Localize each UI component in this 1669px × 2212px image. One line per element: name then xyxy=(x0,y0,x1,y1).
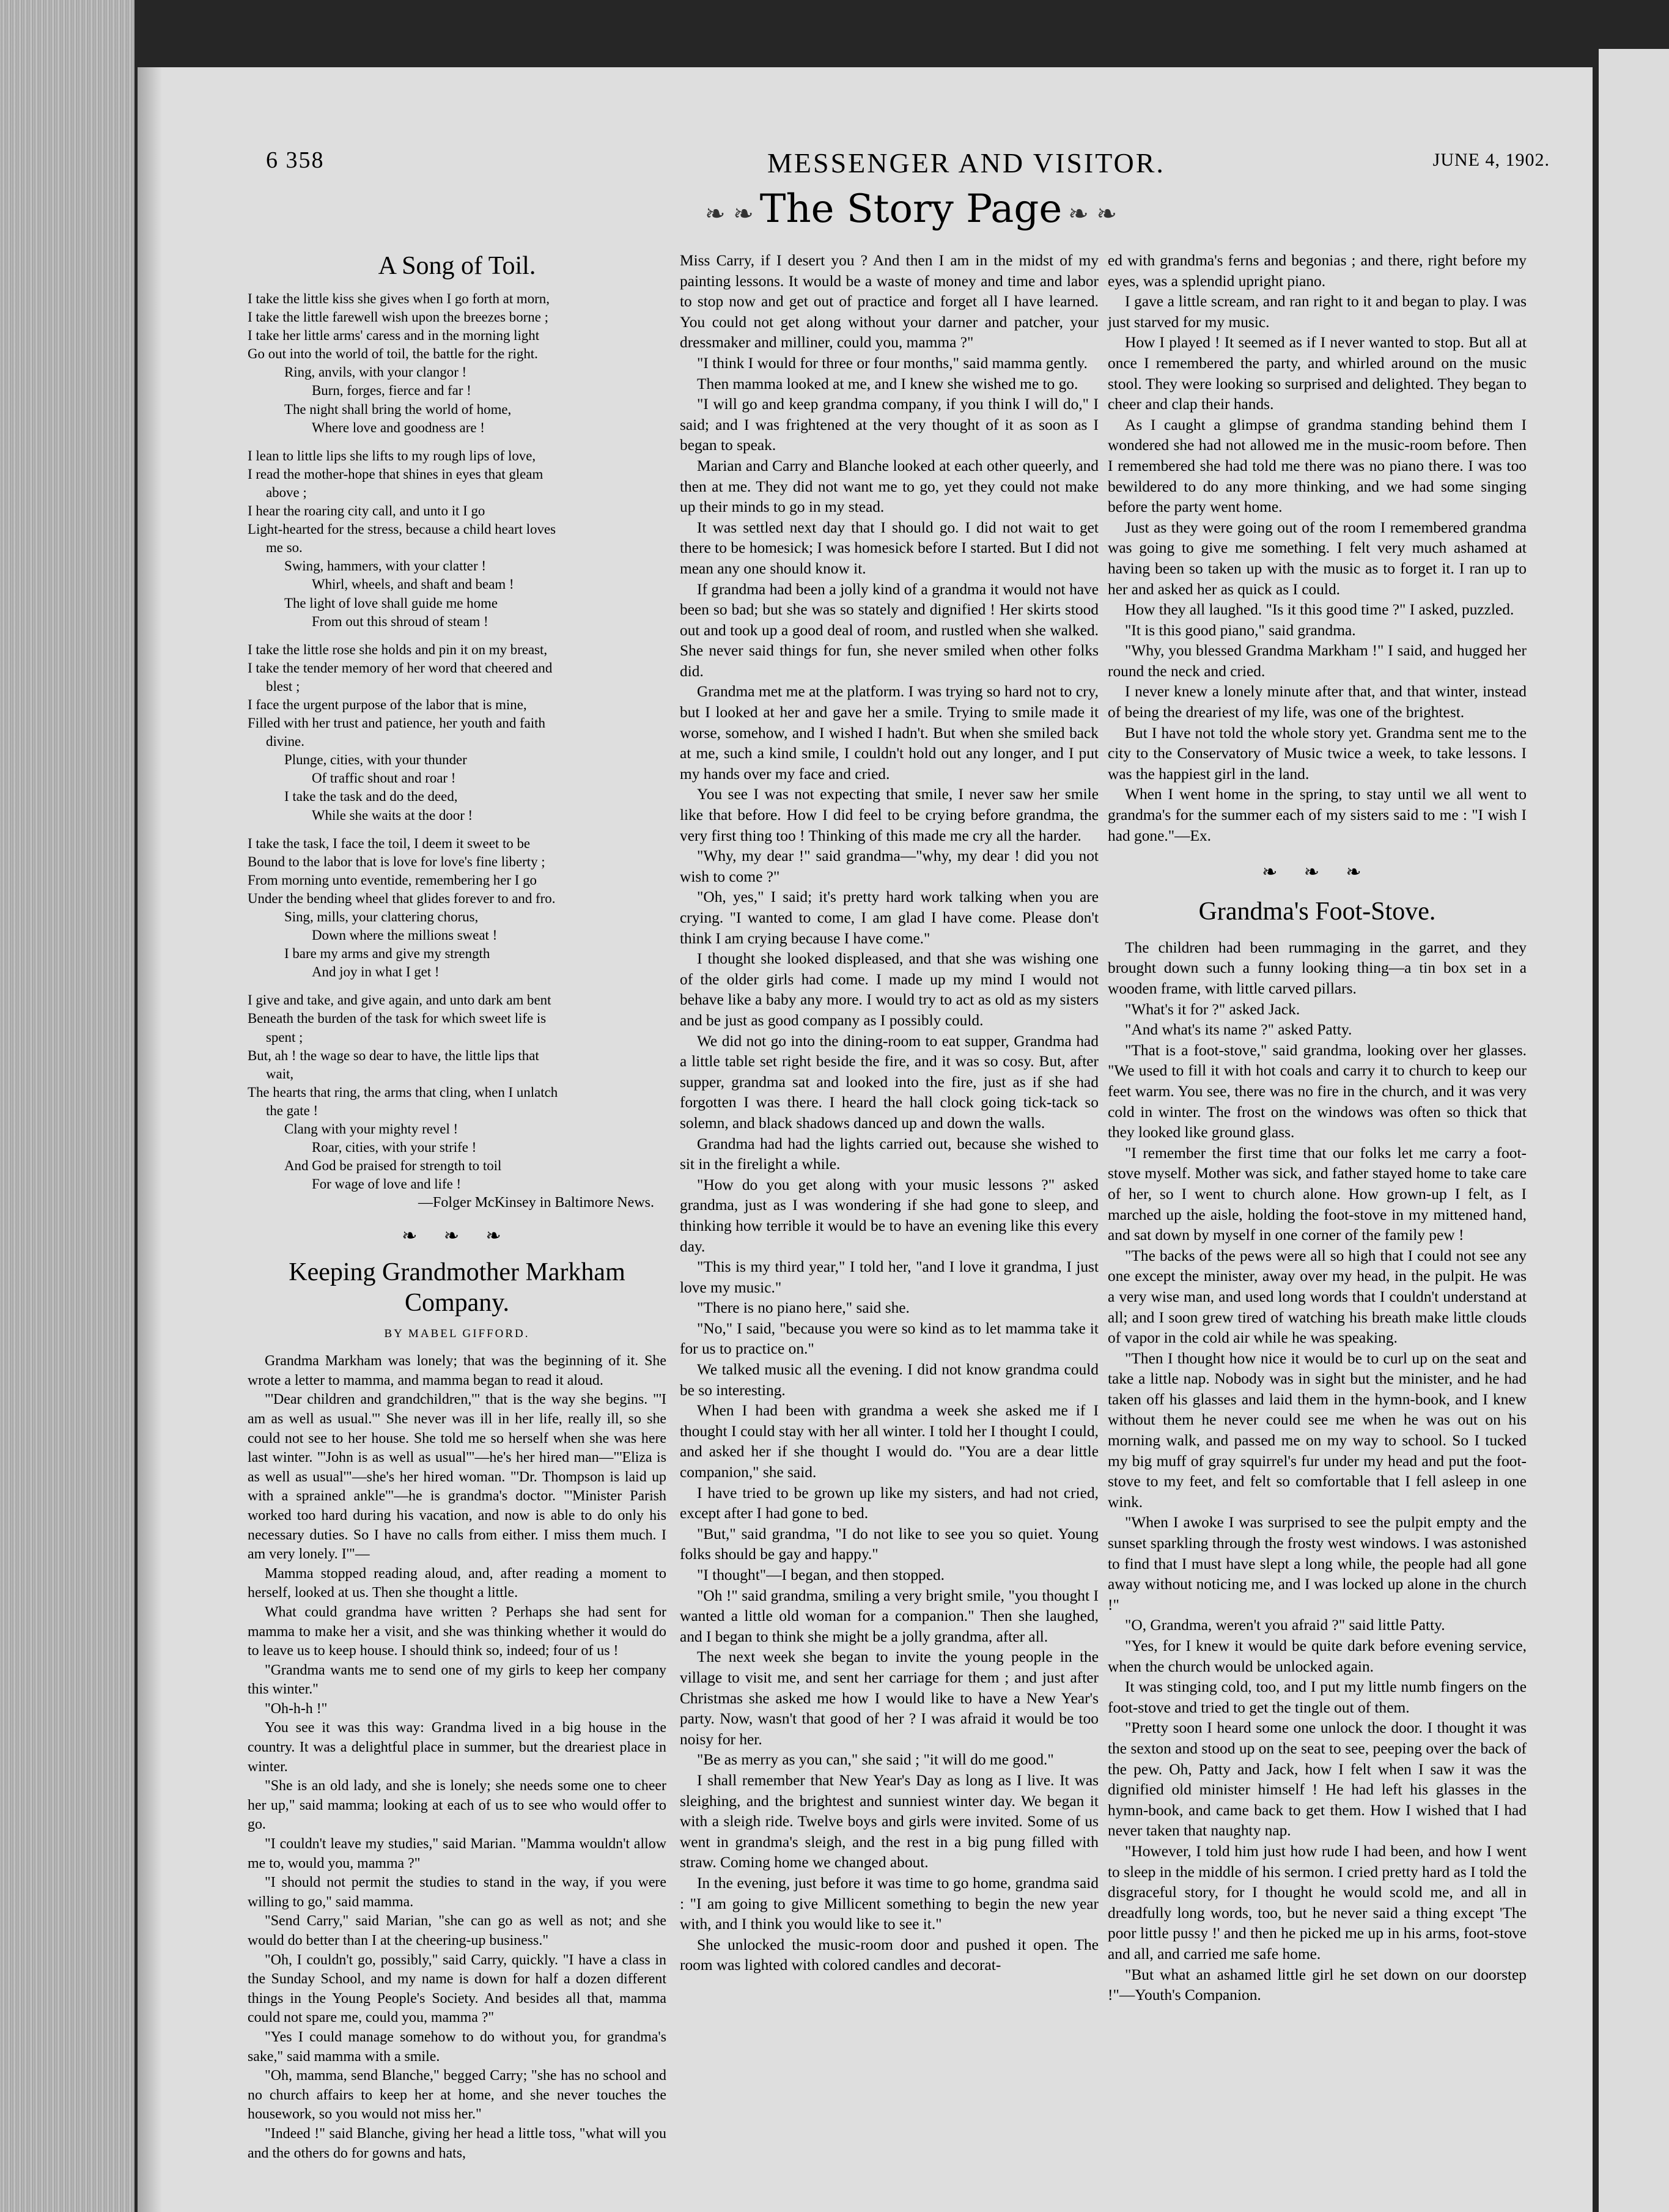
poem-body xyxy=(248,290,666,1193)
story-paragraph: I shall remember that New Year's Day as long as I live. It was sleighing, and the brightest and sunniest winter day. We began it with a sleigh ride. Twelve boys and girls were invited. Some of us went in grandma's sleigh, and the rest in a big pung filled with straw. Coming home we changed about. xyxy=(680,1771,1099,1871)
poem-line: above ; xyxy=(266,484,307,500)
poem-line: Sing, mills, your clattering chorus, xyxy=(284,909,479,924)
story-paragraph: You see I was not expecting that smile, I never saw her smile like that before. How I did feel to be crying before grandma, the very first thing too ! Thinking of this made me cry all the harder. xyxy=(680,786,1099,844)
story-paragraph: "I remember the first time that our folks let me carry a foot-stove myself. Mother was sick, and father stayed home to take care of her, so I went to church alone. How grown-up I felt, as I marched up the aisle, holding the foot-stove in my mittened hand, and sat down by myself in one corner of the family pew ! xyxy=(1108,1144,1527,1244)
story-paragraph: But I have not told the whole story yet. Grandma sent me to the city to the Conservatory of Music twice a week, to take lessons. I was the happiest girl in the land. xyxy=(1108,724,1527,783)
gutter-shadow xyxy=(138,67,162,2212)
story-paragraph: As I caught a glimpse of grandma standing behind them I wondered she had not allowed me in the music-room before. Then I remembered she had told me there was no piano there. I was too bewildered to do any more thinking, and we had some singing before the party went home. xyxy=(1108,416,1527,516)
story-paragraph: "When I awoke I was surprised to see the pulpit empty and the sunset sparkling through the frosty west windows. I was astonished to find that I must have slept a long while, the people had all gone away without noticing me, and I was locked up alone in the church !" xyxy=(1108,1514,1527,1613)
book-page-edges xyxy=(0,0,134,2212)
story-paragraph: The next week she began to invite the young people in the village to visit me, and sent her carriage for them ; and just after Christmas she asked me how I would like to have a New Year's party. Now, wasn't that good of her ? I was afraid it would be too noisy for her. xyxy=(680,1648,1099,1748)
story-paragraph: "This is my third year," I told her, "and I love it grandma, I just love my music." xyxy=(680,1258,1099,1296)
poem-line: Plunge, cities, with your thunder xyxy=(284,752,467,768)
poem-line: wait, xyxy=(266,1066,294,1082)
story-paragraph: I never knew a lonely minute after that, and that winter, instead of being the dreariest of my life, was one of the brightest. xyxy=(1108,683,1527,721)
poem-line: me so. xyxy=(266,540,303,556)
poem-line: I read the mother-hope that shines in eyes that gleam xyxy=(248,466,543,482)
story-paragraph: "Pretty soon I heard some one unlock the door. I thought it was the sexton and stood up on the seat to see, peeping over the back of the pew. Oh, Patty and Jack, how I felt when I saw it was the dignified old minister himself ! He had left his glasses in the hymn-book, and came back to get them. How I wished that I had never taken that naughty nap. xyxy=(1108,1719,1527,1840)
stanza-gap xyxy=(248,631,666,641)
stanza-gap xyxy=(248,437,666,447)
poem-line: Beneath the burden of the task for which sweet life is xyxy=(248,1011,547,1027)
story-paragraph: If grandma had been a jolly kind of a grandma it would not have been so bad; but she was so stately and dignified ! Her skirts stood out and took up a good deal of room, and rustled when she walked. She never said things for fun, she never smiled when other folks did. xyxy=(680,580,1099,680)
story-paragraph: "But," said grandma, "I do not like to see you so quiet. Young folks should be gay and happy." xyxy=(680,1525,1099,1563)
poem-line: I take the tender memory of her word that cheered and xyxy=(248,660,553,676)
story-paragraph: "I will go and keep grandma company, if you think I will do," I said; and I was frightened at the very thought of it as soon as I began to speak. xyxy=(680,396,1099,454)
poem-line: I take the task and do the deed, xyxy=(284,789,458,805)
story-paragraph: "What's it for ?" asked Jack. xyxy=(1125,1000,1300,1018)
page-number: 6 358 xyxy=(266,147,325,173)
poem-line: I take the little rose she holds and pin it on my breast, xyxy=(248,641,548,657)
story-paragraph: "I should not permit the studies to stand in the way, if you were willing to go," said mamma. xyxy=(248,1875,666,1910)
story-paragraph: "But what an ashamed little girl he set down on our doorstep !"—Youth's Companion. xyxy=(1108,1966,1527,2004)
story-title: Keeping Grandmother Markham Company. xyxy=(289,1258,625,1317)
story-paragraph: "'Dear children and grandchildren,'" that is the way she begins. "'I am as well as usual.'" She never was ill in her life, really ill, so she could not see to her house. She told me so herself when she was here last winter. "'John is as well as usual'"—he's her hired man—"'Eliza is as well as usual'"—she's her hired woman. "'Dr. Thompson is laid up with a sprained ankle'"—he is grandma's doctor. "'Minister Parish worked too hard during his vacation, and now is able to do only his necessary duties. So I have no calls from either. I miss them much. I am very lonely. I'"— xyxy=(248,1392,666,1563)
story-paragraph: "That is a foot-stove," said grandma, looking over her glasses. "We used to fill it with hot coals and carry it to church to keep our feet warm. You see, there was no fire in the church, and it was very cold in winter. The frost on the windows was often so thick that they looked like ground glass. xyxy=(1108,1041,1527,1141)
poem-line: And joy in what I get ! xyxy=(312,964,440,980)
leaf-ornament-icon: ❧ ❧ xyxy=(705,200,754,228)
story-paragraph: "It is this good piano," said grandma. xyxy=(1125,621,1356,639)
poem-line: Under the bending wheel that glides forever to and fro. xyxy=(248,890,556,906)
leaf-ornament-icon: ❧ ❧ xyxy=(1068,200,1117,228)
poem-line: spent ; xyxy=(266,1029,303,1045)
story-text-left xyxy=(248,1352,666,2163)
story-paragraph: You see it was this way: Grandma lived in a big house in the country. It was a delightful place in summer, but the dreariest place in winter. xyxy=(248,1720,666,1775)
poem-line: I lean to little lips she lifts to my rough lips of love, xyxy=(248,448,536,463)
story-paragraph: Marian and Carry and Blanche looked at each other queerly, and then at me. They did not want me to go, yet they could not make up their minds to go in my stead. xyxy=(680,457,1099,516)
story-byline: BY MABEL GIFFORD. xyxy=(384,1327,530,1340)
poem-line: the gate ! xyxy=(266,1102,319,1118)
section-ornament: ❧ ❧ ❧ xyxy=(402,1226,512,1246)
column-left xyxy=(248,251,666,2163)
poem-line: Whirl, wheels, and shaft and beam ! xyxy=(312,577,514,592)
poem-line: Down where the millions sweat ! xyxy=(312,927,498,943)
story-paragraph: The children had been rummaging in the garret, and they brought down such a funny looking thing—a tin box set in a wooden frame, with little carved pillars. xyxy=(1108,938,1527,997)
story-paragraph: "Oh, mamma, send Blanche," begged Carry; "she has no school and no church affairs to keep her at home, and she never touches the housework, so you would not miss her." xyxy=(248,2068,666,2123)
story-paragraph: "Oh !" said grandma, smiling a very bright smile, "you thought I wanted a little old woman for a companion." Then she laughed, and I began to think she might be a jolly grandma, after all. xyxy=(680,1587,1099,1645)
story-paragraph: "She is an old lady, and she is lonely; she needs some one to cheer her up," said mamma; looking at each of us to see who would offer to go. xyxy=(248,1778,666,1833)
story-paragraph: We did not go into the dining-room to eat supper, Grandma had a little table set right beside the fire, and it was so cosy. But, after supper, grandma sat and looked into the fire, just as if she had forgotten I was there. I heard the hall clock going tick-tack so solemn, and black shadows danced up and down the walls. xyxy=(680,1032,1099,1132)
story-paragraph: "Yes I could manage somehow to do without you, for grandma's sake," said mamma with a smile. xyxy=(248,2029,666,2065)
story-paragraph: How I played ! It seemed as if I never wanted to stop. But all at once I remembered the party, and whirled around on the music stool. They were looking so surprised and delighted. They began to cheer and clap their hands. xyxy=(1108,334,1527,413)
poem-line: Filled with her trust and patience, her youth and faith xyxy=(248,715,545,731)
poem-line: divine. xyxy=(266,734,304,750)
poem-line: Go out into the world of toil, the battle for the right. xyxy=(248,346,538,362)
poem-line: Where love and goodness are ! xyxy=(312,419,485,435)
story-paragraph: "Grandma wants me to send one of my girls to keep her company this winter." xyxy=(248,1662,666,1698)
story-paragraph: When I had been with grandma a week she asked me if I thought I could stay with her all winter. I told her I thought I could, and asked her if she thought I would do. "You are a dear little companion," she said. xyxy=(680,1402,1099,1481)
poem-line: Light-hearted for the stress, because a child heart loves xyxy=(248,522,556,537)
story-paragraph: Miss Carry, if I desert you ? And then I am in the midst of my painting lessons. It would be a waste of money and time and labor to stop now and get out of practice and forget all I have learned. You could not get along without your darner and patcher, your dressmaker and milliner, could you, mamma ?" xyxy=(680,252,1099,352)
poem-attribution: —Folger McKinsey in Baltimore News. xyxy=(418,1195,654,1211)
story-paragraph: "I couldn't leave my studies," said Marian. "Mamma wouldn't allow me to, would you, mamma ?" xyxy=(248,1836,666,1871)
story-paragraph: In the evening, just before it was time to go home, grandma said : "I am going to give Millicent something to begin the new year with, and I think you would like to see it." xyxy=(680,1874,1099,1933)
story-paragraph: "Indeed !" said Blanche, giving her head a little toss, "what will you and the others do for gowns and hats, xyxy=(248,2125,666,2161)
story-paragraph: Just as they were going out of the room I remembered grandma was going to give me something. I felt very much ashamed at having been so taken up with the music as to forget it. I ran up to her and asked her as quick as I could. xyxy=(1108,518,1527,598)
story-paragraph: "Why, my dear !" said grandma—"why, my dear ! did you not wish to come ?" xyxy=(680,847,1099,885)
story-paragraph: I thought she looked displeased, and that she was wishing one of the older girls had come. I made up my mind I would not behave like a baby any more. I would try to act as old as my sisters and be just as good company as I possibly could. xyxy=(680,950,1099,1029)
poem-line: And God be praised for strength to toil xyxy=(284,1158,502,1174)
story-paragraph: We talked music all the evening. I did not know grandma could be so interesting. xyxy=(680,1361,1099,1399)
poem-line: From out this shroud of steam ! xyxy=(312,613,488,629)
section-title-text: The Story Page xyxy=(759,186,1063,232)
poem-line: But, ah ! the wage so dear to have, the little lips that xyxy=(248,1047,539,1063)
poem-line: Clang with your mighty revel ! xyxy=(284,1121,459,1137)
poem-line: Ring, anvils, with your clangor ! xyxy=(284,364,467,380)
story-paragraph: How they all laughed. "Is it this good time ?" I asked, puzzled. xyxy=(1125,601,1514,619)
page-header xyxy=(266,147,1550,183)
story-paragraph: "And what's its name ?" asked Patty. xyxy=(1125,1021,1352,1039)
poem-line: I take the little kiss she gives when I go forth at morn, xyxy=(248,291,550,306)
poem-line: Bound to the labor that is love for love's fine liberty ; xyxy=(248,853,545,869)
issue-date: JUNE 4, 1902. xyxy=(1432,150,1550,170)
story-paragraph: She unlocked the music-room door and pushed it open. The room was lighted with colored candles and decorat- xyxy=(680,1936,1099,1974)
story-paragraph: What could grandma have written ? Perhaps she had sent for mamma to make her a visit, and she was thinking whether it would do to leave us to keep house. I should think so, indeed; four of us ! xyxy=(248,1604,666,1659)
poem-line: I take the little farewell wish upon the breezes borne ; xyxy=(248,309,548,325)
poem-line: The hearts that ring, the arms that cling, when I unlatch xyxy=(248,1084,558,1100)
facing-page-edge xyxy=(1599,49,1669,2212)
column-middle xyxy=(680,251,1099,1976)
story-paragraph: Grandma had had the lights carried out, because she wished to sit in the firelight a while. xyxy=(680,1135,1099,1173)
stanza-gap xyxy=(248,825,666,835)
section-title xyxy=(672,186,1149,232)
story-paragraph: "O, Grandma, weren't you afraid ?" said little Patty. xyxy=(1125,1617,1445,1634)
poem-line: Swing, hammers, with your clatter ! xyxy=(284,558,486,574)
poem-line: I hear the roaring city call, and unto it I go xyxy=(248,503,485,519)
story-paragraph: "Oh, I couldn't go, possibly," said Carry, quickly. "I have a class in the Sunday School, and my name is down for half a dozen different things in the Young People's Society. And besides all that, mamma could not spare me, could you, mamma ?" xyxy=(248,1952,666,2026)
story-paragraph: It was settled next day that I should go. I did not wait to get there to be homesick; I was homesick before I started. But I did not mean any one should know it. xyxy=(680,518,1099,577)
poem-line: I take her little arms' caress and in the morning light xyxy=(248,328,540,344)
poem-line: Roar, cities, with your strife ! xyxy=(312,1140,477,1156)
story-text-middle xyxy=(680,251,1099,1976)
poem-line: I give and take, and give again, and unto dark am bent xyxy=(248,992,551,1008)
poem-line: From morning unto eventide, remembering her I go xyxy=(248,872,537,888)
newspaper-title: MESSENGER AND VISITOR. xyxy=(767,147,1165,179)
poem-line: While she waits at the door ! xyxy=(312,807,473,823)
story-paragraph: "Oh, yes," I said; it's pretty hard work talking when you are crying. "I wanted to come, I am glad I have come. Please don't think I am crying because I have come." xyxy=(680,888,1099,947)
story-paragraph: When I went home in the spring, to stay until we all went to grandma's for the summer each of my sisters said to me : "I wish I had gone."—Ex. xyxy=(1108,786,1527,844)
story-paragraph: "I thought"—I began, and then stopped. xyxy=(697,1566,945,1583)
story-paragraph: "Yes, for I knew it would be quite dark before evening service, when the church would be unlocked again. xyxy=(1108,1637,1527,1675)
story-paragraph: "How do you get along with your music lessons ?" asked grandma, just as I was wondering if she had gone to sleep, and thinking how terrible it would be to have an evening like this every day. xyxy=(680,1176,1099,1255)
story-paragraph: "Send Carry," said Marian, "she can go as well as not; and she would do better than I at the cheering-up business." xyxy=(248,1913,666,1948)
story-title-foot-stove: Grandma's Foot-Stove. xyxy=(1198,897,1436,926)
story-text-foot-stove xyxy=(1108,938,1527,2006)
story-paragraph: "However, I told him just how rude I had been, and how I went to sleep in the middle of his sermon. I cried pretty hard as I told the disgraceful story, for I thought he would scold me, and all in dreadfully long words, too, but he never said a thing except 'The poor little pussy !' and then he picked me up in his arms, foot-stove and all, and carried me safe home. xyxy=(1108,1842,1527,1963)
story-paragraph: It was stinging cold, too, and I put my little numb fingers on the foot-stove and tried to get the tingle out of them. xyxy=(1108,1678,1527,1716)
poem-line: The night shall bring the world of home, xyxy=(284,401,512,417)
story-paragraph: "Oh-h-h !" xyxy=(265,1700,328,1717)
story-paragraph: "Be as merry as you can," she said ; "it will do me good." xyxy=(697,1751,1054,1769)
story-paragraph: Grandma Markham was lonely; that was the beginning of it. She wrote a letter to mamma, and mamma began to read it aloud. xyxy=(248,1353,666,1388)
story-paragraph: "There is no piano here," said she. xyxy=(697,1299,910,1317)
poem-line: I take the task, I face the toil, I deem it sweet to be xyxy=(248,835,531,851)
stanza-gap xyxy=(248,981,666,991)
story-paragraph: "I think I would for three or four months," said mamma gently. xyxy=(697,354,1088,372)
story-paragraph: Mamma stopped reading aloud, and, after reading a moment to herself, looked at us. Then she thought a little. xyxy=(248,1565,666,1601)
section-ornament: ❧ ❧ ❧ xyxy=(1262,862,1372,883)
poem-title: A Song of Toil. xyxy=(378,252,536,280)
poem-line: For wage of love and life ! xyxy=(312,1176,462,1192)
poem-line: Of traffic shout and roar ! xyxy=(312,770,456,786)
story-paragraph: Grandma met me at the platform. I was trying so hard not to cry, but I looked at her and gave her a smile. Trying to smile made it worse, somehow, and I wished I hadn't. But when she smiled back at me, such a kind smile, I couldn't hold out any longer, and I put my hands over my face and cried. xyxy=(680,683,1099,783)
story-paragraph: "Then I thought how nice it would be to curl up on the seat and take a little nap. Nobody was in sight but the minister, and he had taken off his glasses and laid them in the hymn-book, and I knew without them he never could see me when he was out on his morning walk, and passed me on my way to school. So I tucked my big muff of gray squirrel's fur under my head and put the foot-stove to my feet, and felt so comfortable that I fell asleep in one wink. xyxy=(1108,1349,1527,1511)
poem-line: Burn, forges, fierce and far ! xyxy=(312,383,471,399)
story-paragraph: Then mamma looked at me, and I knew she wished me to go. xyxy=(697,375,1078,393)
story-text-right xyxy=(1108,251,1527,846)
poem-line: blest ; xyxy=(266,678,300,694)
story-paragraph: "Why, you blessed Grandma Markham !" I said, and hugged her round the neck and cried. xyxy=(1108,642,1527,680)
story-paragraph: I gave a little scream, and ran right to it and began to play. I was just starved for my music. xyxy=(1108,293,1527,331)
column-right xyxy=(1108,251,1527,2006)
story-paragraph: ed with grandma's ferns and begonias ; and there, right before my eyes, was a splendid upright piano. xyxy=(1108,252,1527,290)
story-paragraph: I have tried to be grown up like my sisters, and had not cried, except after I had gone to bed. xyxy=(680,1484,1099,1522)
poem-line: The light of love shall guide me home xyxy=(284,595,498,611)
poem-line: I bare my arms and give my strength xyxy=(284,946,490,962)
story-paragraph: "The backs of the pews were all so high that I could not see any one except the minister, away over my head, in the pulpit. He was a very wise man, and used long words that I couldn't understand at all; and I soon grew tired of watching his breath make little clouds of vapor in the cold air while he was speaking. xyxy=(1108,1247,1527,1347)
poem-line: I face the urgent purpose of the labor that is mine, xyxy=(248,696,527,712)
story-paragraph: "No," I said, "because you were so kind as to let mamma take it for us to practice on." xyxy=(680,1319,1099,1358)
